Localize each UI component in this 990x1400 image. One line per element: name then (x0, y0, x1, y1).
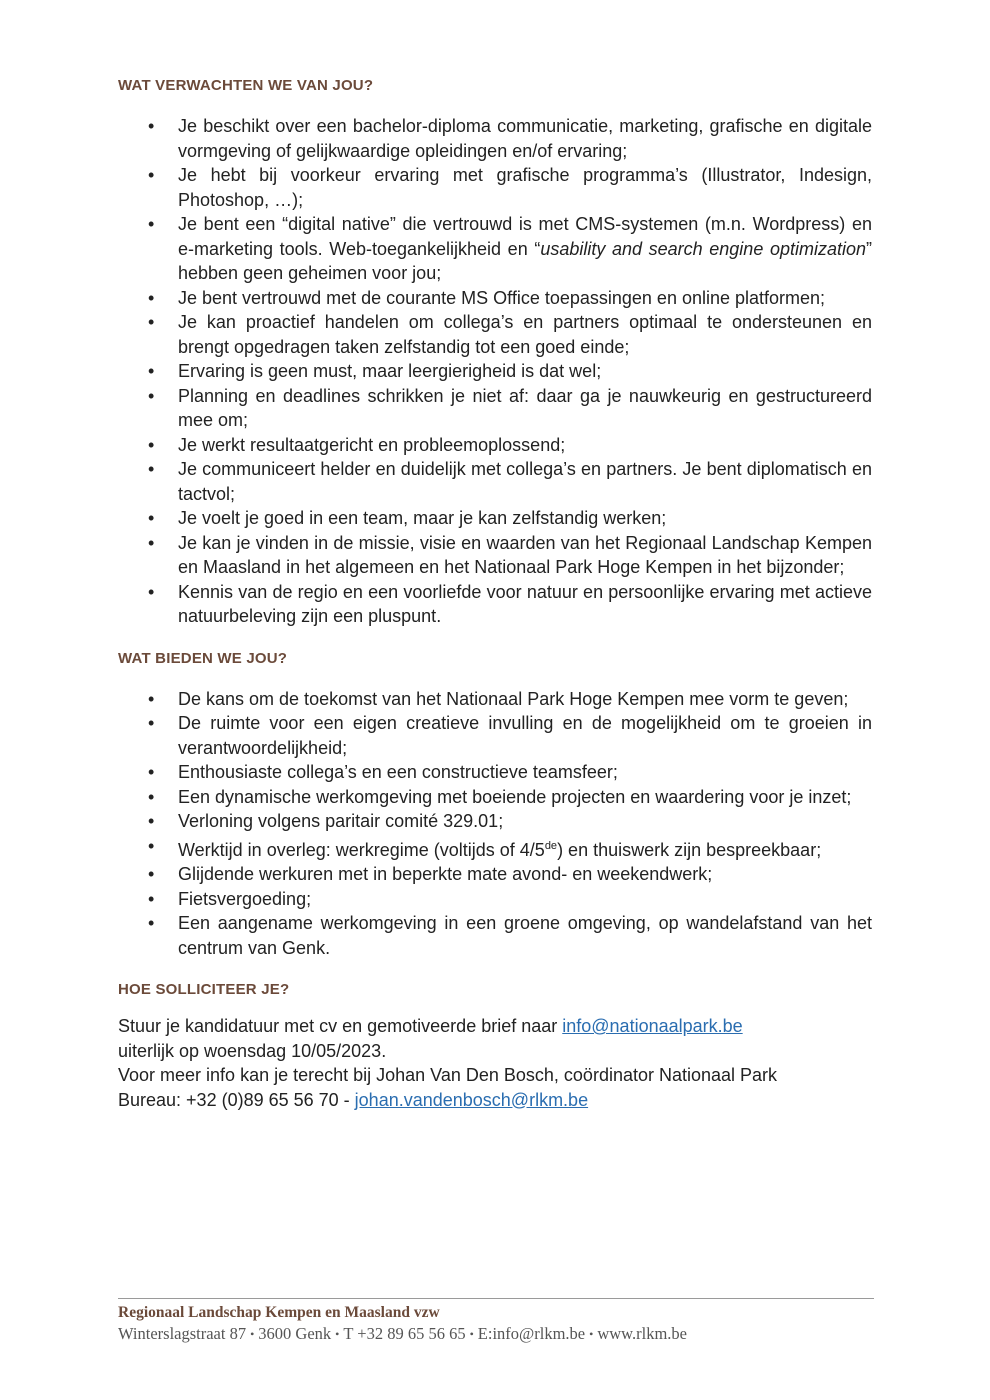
cms-text-before: Je bent een “digital native” die vertrouwd is met CMS-systemen (m.n. Wordpress) en e-marketing tools. Web-toegankelijkheid en “ (178, 214, 872, 259)
cms-text-after: ” hebben geen geheimen voor jou; (178, 238, 872, 283)
list-item: • Je kan je vinden in de missie, visie en waarden van het Regionaal Landschap Kempen en Maasland in het algemeen en het Nationaal Park Hoge Kempen in het bijzonder; (118, 531, 872, 580)
list-item: • Fietsvergoeding; (118, 887, 872, 912)
list-item: • Glijdende werkuren met in beperkte mate avond- en weekendwerk; (118, 862, 872, 887)
list-item: • Kennis van de regio en een voorliefde voor natuur en persoonlijke ervaring met actieve natuurbeleving zijn een pluspunt. (118, 580, 872, 629)
list-item: • Je communiceert helder en duidelijk met collega’s en partners. Je bent diplomatisch en tactvol; (118, 457, 872, 506)
list-item: • Een aangename werkomgeving in een groene omgeving, op wandelafstand van het centrum van Genk. (118, 911, 872, 960)
contact-text: Voor meer info kan je terecht bij Johan Van Den Bosch, coördinator Nationaal Park Bureau: +32 (0)89 65 56 70 - (118, 1065, 778, 1110)
footer-separator: • (250, 1327, 255, 1341)
worktime-text-before: Werktijd in overleg: werkregime (voltijds of 4/5 (178, 839, 545, 860)
footer-contact-line (118, 1323, 874, 1345)
apply-deadline: uiterlijk op woensdag 10/05/2023. (118, 1040, 387, 1061)
list-item: • Je bent vertrouwd met de courante MS Office toepassingen en online platformen; (118, 286, 872, 311)
page-footer (118, 1298, 874, 1345)
footer-email: E:info@rlkm.be (477, 1324, 586, 1343)
list-item: • Je kan proactief handelen om collega’s en partners optimaal te ondersteunen en brengt opgedragen taken zelfstandig tot een goed einde; (118, 310, 872, 359)
footer-separator: • (589, 1327, 594, 1341)
email-link-johan[interactable]: johan.vandenbosch@rlkm.be (354, 1089, 589, 1110)
footer-address: Winterslagstraat 87 (118, 1324, 247, 1343)
apply-contact (118, 1063, 838, 1112)
heading-expectations: WAT VERWACHTEN WE VAN JOU? (118, 77, 374, 94)
footer-divider (118, 1298, 874, 1299)
worktime-sup: de (544, 839, 558, 852)
heading-offer: WAT BIEDEN WE JOU? (118, 649, 288, 667)
footer-website: www.rlkm.be (597, 1324, 687, 1343)
list-item: • Je werkt resultaatgericht en probleemoplossend; (118, 433, 872, 458)
list-item: • Je hebt bij voorkeur ervaring met grafische programma’s (Illustrator, Indesign, Photoshop, …); (118, 163, 872, 212)
list-item: • Verloning volgens paritair comité 329.01; (118, 809, 872, 834)
list-item: • Een dynamische werkomgeving met boeiende projecten en waardering voor je inzet; (118, 785, 872, 810)
cms-text-italic: usability and search engine optimization (540, 238, 866, 259)
list-item: • De ruimte voor een eigen creatieve invulling en de mogelijkheid om te groeien in verantwoordelijkheid; (118, 711, 872, 760)
footer-organization: Regionaal Landschap Kempen en Maasland vzw (118, 1304, 440, 1321)
list-item: • Ervaring is geen must, maar leergierigheid is dat wel; (118, 359, 872, 384)
list-item: • Planning en deadlines schrikken je niet af: daar ga je nauwkeurig en gestructureerd mee om; (118, 384, 872, 433)
list-item (118, 834, 872, 863)
apply-text: Stuur je kandidatuur met cv en gemotiveerde brief naar (118, 1016, 563, 1036)
footer-separator: • (335, 1327, 340, 1341)
list-item: • Je voelt je goed in een team, maar je kan zelfstandig werken; (118, 506, 872, 531)
list-item: • Je beschikt over een bachelor-diploma communicatie, marketing, grafische en digitale vormgeving of gelijkwaardige opleidingen en/of ervaring; (118, 114, 872, 163)
worktime-text-after: ) en thuiswerk zijn bespreekbaar; (557, 839, 822, 860)
footer-phone: T +32 89 65 56 65 (343, 1324, 466, 1343)
list-item: • De kans om de toekomst van het Nationaal Park Hoge Kempen mee vorm te geven; (118, 687, 872, 712)
email-link-nationaalpark[interactable]: info@nationaalpark.be (562, 1016, 743, 1036)
document-content (118, 74, 872, 1112)
expectations-list (118, 114, 872, 629)
offer-list (118, 687, 872, 961)
list-item: • Enthousiaste collega’s en een constructieve teamsfeer; (118, 760, 872, 785)
footer-separator: • (469, 1327, 474, 1341)
apply-paragraph-1 (118, 1014, 872, 1039)
footer-city: 3600 Genk (258, 1324, 332, 1343)
list-item (118, 212, 872, 286)
heading-apply: HOE SOLLICITEER JE? (118, 981, 290, 998)
